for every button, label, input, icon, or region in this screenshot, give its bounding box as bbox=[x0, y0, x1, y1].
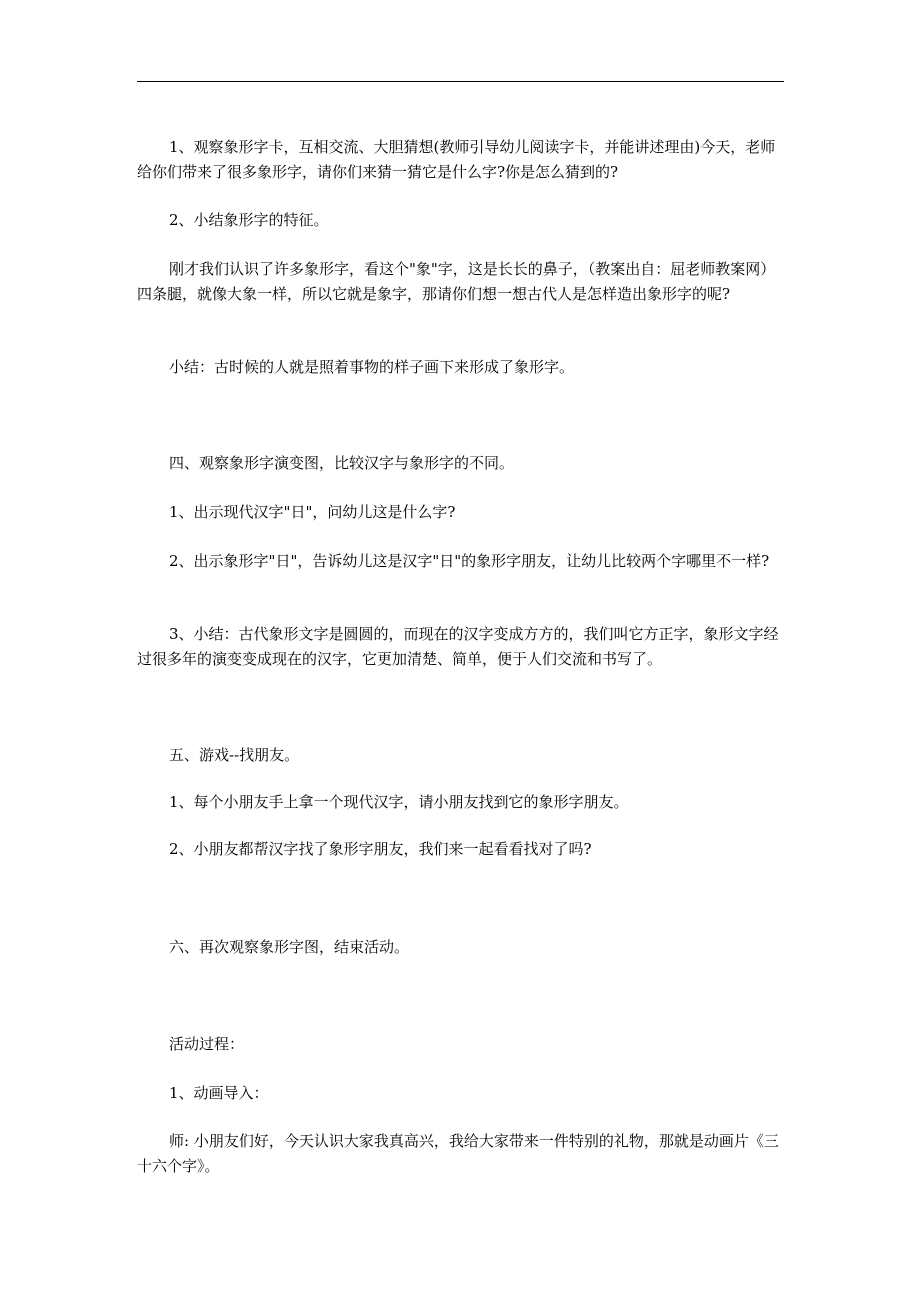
paragraph-show-pictograph-ri: 2、出示象形字"日"，告诉幼儿这是汉字"日"的象形字朋友，让幼儿比较两个字哪里不一样? bbox=[169, 552, 770, 570]
heading-activity-process: 活动过程： bbox=[169, 1035, 245, 1053]
paragraph-game-step-1: 1、每个小朋友手上拿一个现代汉字，请小朋友找到它的象形字朋友。 bbox=[169, 793, 629, 811]
paragraph-teacher-greeting: 师: 小朋友们好，今天认识大家我真高兴，我给大家带来一件特别的礼物，那就是动画片《三十六个字》。 bbox=[137, 1132, 779, 1175]
paragraph-summary-features: 2、小结象形字的特征。 bbox=[169, 211, 329, 229]
paragraph-summary-evolution: 3、小结：古代象形文字是圆圆的，而现在的汉字变成方方的，我们叫它方正字，象形文字经过很多年的演变变成现在的汉字，它更加清楚、简单，便于人们交流和书写了。 bbox=[137, 625, 779, 668]
paragraph-game-step-2: 2、小朋友都帮汉字找了象形字朋友，我们来一起看看找对了吗? bbox=[169, 840, 592, 858]
header-rule bbox=[137, 81, 784, 82]
section-heading-four: 四、观察象形字演变图，比较汉字与象形字的不同。 bbox=[169, 454, 515, 472]
section-heading-six: 六、再次观察象形字图，结束活动。 bbox=[169, 938, 410, 956]
paragraph-observe-cards: 1、观察象形字卡，互相交流、大胆猜想(教师引导幼儿阅读字卡，并能讲述理由)今天，老师给你们带来了很多象形字，请你们来猜一猜它是什么字?你是怎么猜到的? bbox=[137, 138, 776, 181]
paragraph-show-modern-ri: 1、出示现代汉字"日"，问幼儿这是什么字? bbox=[169, 503, 456, 521]
section-heading-five: 五、游戏--找朋友。 bbox=[169, 746, 300, 764]
paragraph-summary-ancient: 小结：古时候的人就是照着事物的样子画下来形成了象形字。 bbox=[169, 358, 575, 376]
paragraph-animation-intro: 1、动画导入： bbox=[169, 1084, 269, 1102]
paragraph-elephant-example: 刚才我们认识了许多象形字，看这个"象"字，这是长长的鼻子，（教案出自：屈老师教案网）四条腿，就像大象一样，所以它就是象字，那请你们想一想古代人是怎样造出象形字的呢? bbox=[137, 260, 776, 303]
